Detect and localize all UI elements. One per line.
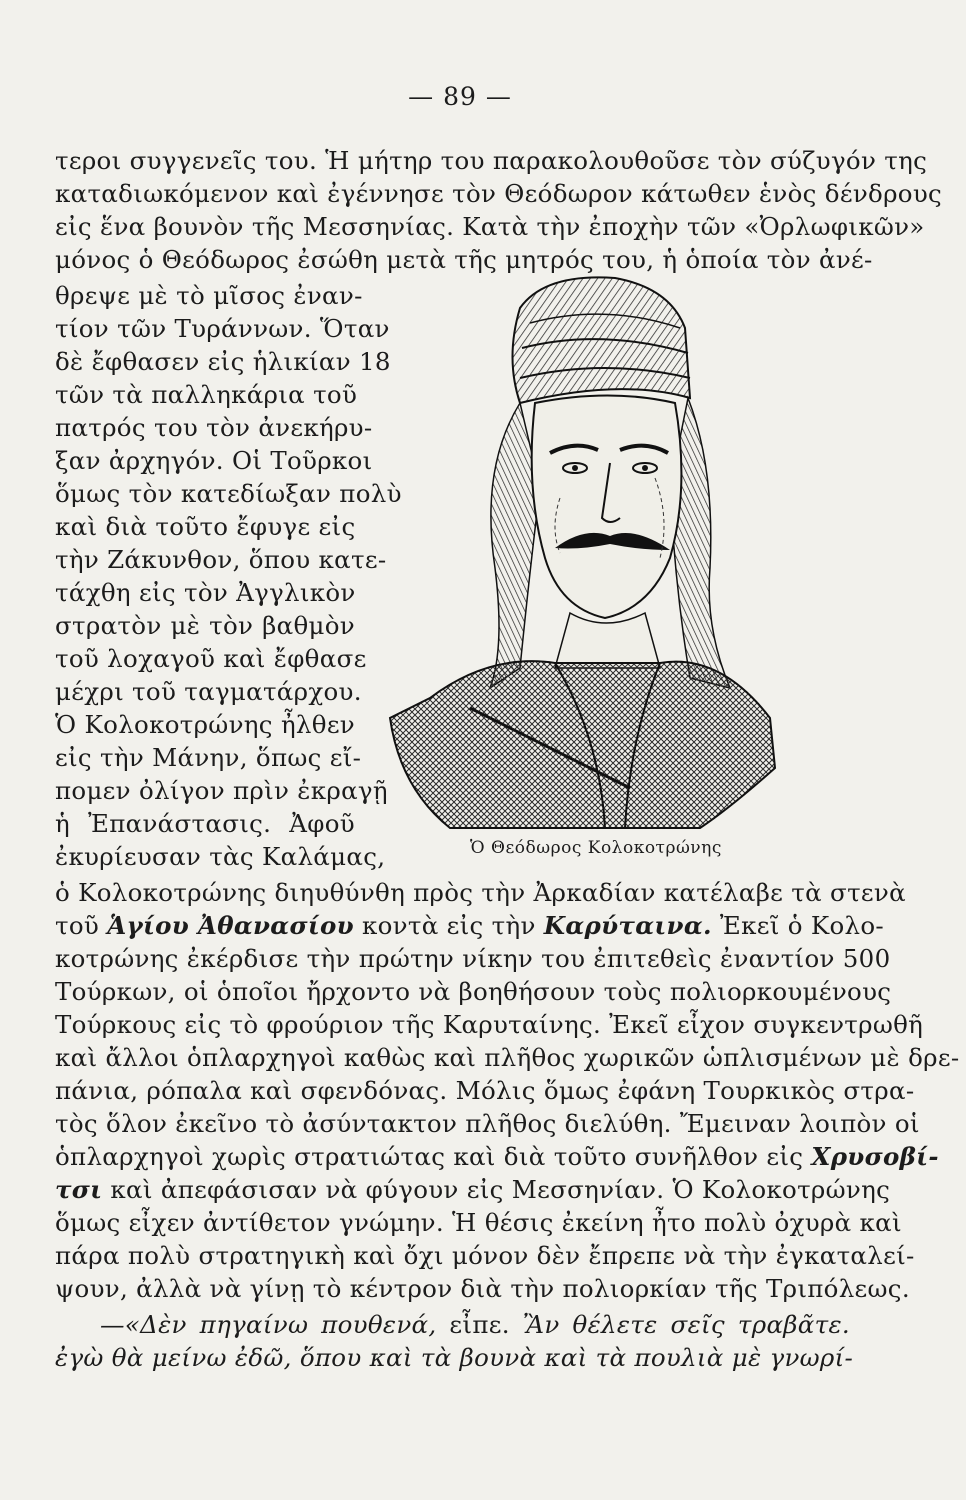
text-span: εἶπε. — [436, 1310, 523, 1339]
text-line: Ὁ Κολοκοτρώνης ἦλθεν — [55, 710, 355, 739]
text-line: πατρός του τὸν ἀνεκήρυ- — [55, 413, 373, 442]
text-line: τοῦ λοχαγοῦ καὶ ἔφθασε — [55, 644, 367, 673]
emphasis-text: τσι — [55, 1175, 103, 1204]
text-line — [100, 1310, 850, 1340]
text-line: στρατὸν μὲ τὸν βαθμὸν — [55, 611, 355, 640]
text-line: καὶ διὰ τοῦτο ἔφυγε εἰς — [55, 512, 356, 541]
text-line: τὴν Ζάκυνθον, ὅπου κατε- — [55, 545, 387, 574]
text-line: πάνια, ρόπαλα καὶ σφενδόνας. Μόλις ὅμως ἐφάνη Τουρκικὸς στρα- — [55, 1076, 915, 1105]
text-line: ψουν, ἀλλὰ νὰ γίνῃ τὸ κέντρον διὰ τὴν πολιορκίαν τῆς Τριπόλεως. — [55, 1274, 910, 1303]
text-line: θρεψε μὲ τὸ μῖσος ἐναν- — [55, 281, 363, 310]
portrait-illustration — [370, 268, 780, 838]
text-line: μέχρι τοῦ ταγματάρχου. — [55, 677, 362, 706]
text-line: πομεν ὀλίγον πρὶν ἐκραγῇ — [55, 776, 388, 805]
emphasis-text: Ἁγίου Ἀθανασίου — [107, 911, 354, 940]
text-line: ἡ Ἐπανάστασις. Ἀφοῦ — [55, 809, 355, 838]
text-line: εἰς ἕνα βουνὸν τῆς Μεσσηνίας. Κατὰ τὴν ἐποχὴν τῶν «Ὀρλωφικῶν» — [55, 212, 925, 241]
quote-text: —«Δὲν πηγαίνω πουθενά, — [100, 1310, 437, 1339]
text-line: τὸς ὅλον ἐκεῖνο τὸ ἀσύντακτον πλῆθος διελύθη. Ἔμειναν λοιπὸν οἱ — [55, 1109, 920, 1138]
portrait-caption: Ὁ Θεόδωρος Κολοκοτρώνης — [470, 838, 722, 858]
text-line — [55, 1343, 854, 1373]
text-line: δὲ ἔφθασεν εἰς ἡλικίαν 18 — [55, 347, 391, 376]
text-line: πάρα πολὺ στρατηγικὴ καὶ ὄχι μόνον δὲν ἔπρεπε νὰ τὴν ἐγκαταλεί- — [55, 1241, 915, 1270]
text-line: ἐκυρίευσαν τὰς Καλάμας, — [55, 842, 386, 871]
text-line: τεροι συγγενεῖς του. Ἡ μήτηρ του παρακολουθοῦσε τὸν σύζυγόν της — [55, 146, 928, 175]
text-line: καταδιωκόμενον καὶ ἐγέννησε τὸν Θεόδωρον κάτωθεν ἑνὸς δένδρους — [55, 179, 943, 208]
text-span: ὁπλαρχηγοὶ χωρὶς στρατιώτας καὶ διὰ τοῦτο συνῆλθον εἰς — [55, 1142, 812, 1171]
text-line: μόνος ὁ Θεόδωρος ἐσώθη μετὰ τῆς μητρός του, ἡ ὁποία τὸν ἀνέ- — [55, 245, 873, 274]
text-line: κοτρώνης ἐκέρδισε τὴν πρώτην νίκην του ἐπιτεθεὶς ἐναντίον 500 — [55, 944, 891, 973]
text-line: ὁ Κολοκοτρώνης διηυθύνθη πρὸς τὴν Ἀρκαδίαν κατέλαβε τὰ στενὰ — [55, 878, 906, 907]
text-span: κοντὰ εἰς τὴν — [353, 911, 544, 940]
text-line: τίον τῶν Τυράννων. Ὅταν — [55, 314, 390, 343]
quote-text: Ἂν θέλετε σεῖς τραβᾶτε. — [522, 1310, 851, 1339]
text-line: τάχθη εἰς τὸν Ἀγγλικὸν — [55, 578, 356, 607]
page-number: — 89 — — [408, 82, 512, 111]
text-line: ξαν ἀρχηγόν. Οἱ Τοῦρκοι — [55, 446, 373, 475]
text-line: ὅμως τὸν κατεδίωξαν πολὺ — [55, 479, 402, 508]
text-span: Ἐκεῖ ὁ Κολο- — [711, 911, 884, 940]
text-line: Τούρκους εἰς τὸ φρούριον τῆς Καρυταίνης. Ἐκεῖ εἶχον συγκεντρωθῆ — [55, 1010, 924, 1039]
text-line: καὶ ἄλλοι ὁπλαρχηγοὶ καθὼς καὶ πλῆθος χωρικῶν ὡπλισμένων μὲ δρε- — [55, 1043, 960, 1072]
text-span: καὶ ἀπεφάσισαν νὰ φύγουν εἰς Μεσσηνίαν. Ὁ Κολοκοτρώνης — [102, 1175, 891, 1204]
emphasis-text: Καρύταινα. — [543, 911, 712, 940]
text-line: τῶν τὰ παλληκάρια τοῦ — [55, 380, 358, 409]
emphasis-text: Χρυσοβί- — [811, 1142, 939, 1171]
text-line — [55, 1142, 939, 1172]
quote-text: ἐγὼ θὰ μείνω ἐδῶ, ὅπου καὶ τὰ βουνὰ καὶ τὰ πουλιὰ μὲ γνωρί- — [55, 1343, 854, 1372]
text-line — [55, 1175, 891, 1205]
text-line: ὅμως εἶχεν ἀντίθετον γνώμην. Ἡ θέσις ἐκείνη ἦτο πολὺ ὀχυρὰ καὶ — [55, 1208, 902, 1237]
text-line: Τούρκων, οἱ ὁποῖοι ἤρχοντο νὰ βοηθήσουν τοὺς πολιορκουμένους — [55, 977, 892, 1006]
text-span: τοῦ — [55, 911, 108, 940]
text-line — [55, 911, 884, 941]
text-line: εἰς τὴν Μάνην, ὅπως εἴ- — [55, 743, 362, 772]
